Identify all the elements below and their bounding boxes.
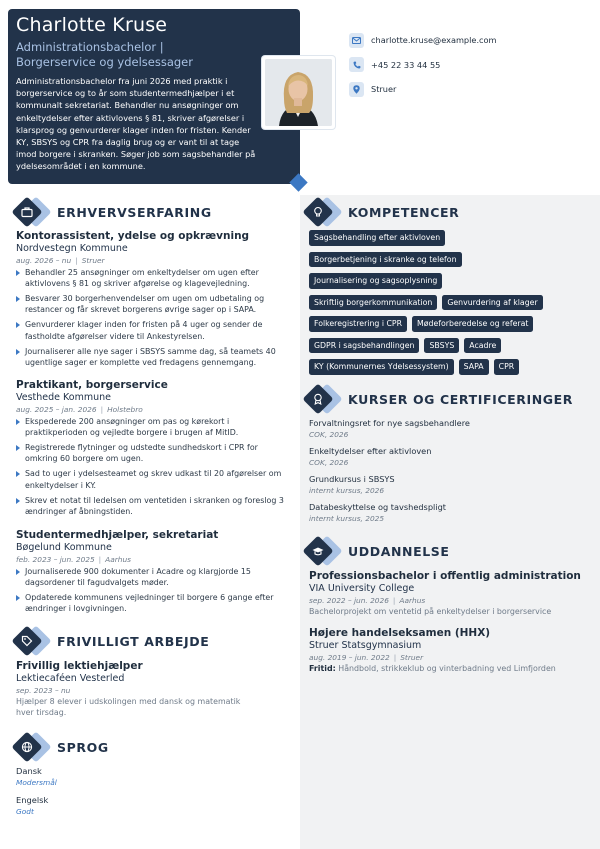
profile-photo (262, 56, 335, 129)
section-header-experience (14, 197, 212, 227)
candidate-title (16, 40, 292, 70)
job-bullet: Ekspederede 200 ansøgninger om pas og kørekort i praktikperioden og vejledte borgere i brugen af MitID. (16, 416, 290, 439)
education-dates: aug. 2019 – jun. 2022 (309, 653, 390, 662)
volunteer-organization: Lektiecaféen Vesterled (16, 673, 125, 684)
job-bullet: Genvurderer klager inden for fristen på 4 uger og sender de fastholdte afgørelser videre til Ankestyrelsen. (16, 319, 290, 342)
contact-email-row[interactable] (349, 32, 497, 48)
contact-block (349, 32, 497, 106)
section-title-courses: KURSER OG CERTIFICERINGER (348, 391, 574, 407)
education-leisure-label: Fritid: (309, 664, 336, 673)
contact-location: Struer (371, 84, 397, 94)
job-bullet: Journaliserer alle nye sager i SBSYS samme dag, så teamets 40 ugentlige sager er komplette ved fredagens gennemgang. (16, 346, 290, 369)
education-description (309, 663, 594, 674)
job-organization: Nordvestegn Kommune (16, 243, 128, 254)
section-header-courses (305, 384, 573, 414)
section-header-education (305, 536, 450, 566)
section-header-skills (305, 197, 459, 227)
job-organization: Vesthede Kommune (16, 392, 112, 403)
globe-icon (14, 732, 52, 762)
education-meta: sep. 2022 – jun. 2026 | Aarhus (309, 596, 426, 605)
skill-tag: Acadre (464, 338, 501, 354)
course-name: Grundkursus i SBSYS (309, 474, 395, 484)
header-card (8, 9, 300, 184)
contact-location-row (349, 81, 497, 97)
job-bullet: Skrev et notat til ledelsen om ventetiden i skranken og foreslog 3 ændringer af åbningstiden. (16, 495, 290, 518)
candidate-name: Charlotte Kruse (16, 14, 168, 36)
education-leisure-text: Håndbold, strikkeklub og vinterbadning ved Limfjorden (338, 664, 556, 673)
section-title-education: UDDANNELSE (348, 543, 450, 559)
section-title-volunteer: FRIVILLIGT ARBEJDE (57, 633, 210, 649)
skill-tag: Genvurdering af klager (442, 295, 542, 311)
contact-phone-row[interactable] (349, 57, 497, 73)
briefcase-icon (14, 197, 52, 227)
volunteer-entry (16, 660, 290, 719)
job-meta: aug. 2026 – nu | Struer (16, 256, 105, 265)
course-name: Enkeltydelser efter aktivloven (309, 446, 432, 456)
phone-icon (349, 57, 364, 72)
portrait-image (265, 59, 332, 126)
job-entry-2 (16, 379, 290, 521)
course-item (309, 446, 431, 468)
education-title: Professionsbachelor i offentlig administration (309, 570, 581, 582)
job-dates: aug. 2026 – nu (16, 256, 72, 265)
course-meta: internt kursus, 2025 (309, 514, 385, 523)
education-description: Bachelorprojekt om ventetid på enkeltydelser i borgerservice (309, 607, 552, 616)
job-bullets (16, 416, 290, 517)
tag-icon (14, 626, 52, 656)
section-title-experience: ERHVERVSERFARING (57, 204, 212, 220)
skill-tag: SBSYS (424, 338, 459, 354)
job-meta: feb. 2023 – jun. 2025 | Aarhus (16, 555, 132, 564)
job-place: Struer (81, 256, 105, 265)
job-dates: aug. 2025 – jan. 2026 (16, 405, 97, 414)
skill-tag: Borgerbetjening i skranke og telefon (309, 252, 462, 268)
skill-tag: Mødeforberedelse og referat (412, 316, 533, 332)
education-place: Struer (400, 653, 424, 662)
skill-tag: Sagsbehandling efter aktivloven (309, 230, 445, 246)
language-level: Godt (16, 807, 34, 816)
profile-summary: Administrationsbachelor fra juni 2026 med praktik i borgerservice og to år som studentermedhjælper i et kommunalt sekretariat. Behandler nu ansøgninger om enkeltydelser efter aktivlovens § 81, skriver afgørelser i klarsprog og genvurderer klager inden for fristen. Kender KY, SBSYS og CPR fra daglig brug og er vant til at tage imod borgere i skranken. Søger job som sagsbehandler på ydelsesområdet i en kommune. (16, 76, 256, 172)
volunteer-dates: sep. 2023 – nu (16, 686, 71, 695)
skill-tag: GDPR i sagsbehandlingen (309, 338, 419, 354)
education-institution: Struer Statsgymnasium (309, 640, 422, 651)
job-bullet: Sad to uger i ydelsesteamet og skrev udkast til 20 afgørelser om enkeltydelser i KY. (16, 468, 290, 491)
candidate-title-line-2: Borgerservice og ydelsessager (16, 55, 193, 69)
contact-email[interactable]: charlotte.kruse@example.com (371, 35, 497, 45)
graduation-cap-icon (305, 536, 343, 566)
course-meta: internt kursus, 2026 (309, 486, 385, 495)
section-title-skills: KOMPETENCER (348, 204, 460, 220)
course-item (309, 474, 395, 496)
job-title: Praktikant, borgerservice (16, 379, 168, 391)
mail-icon (349, 33, 364, 48)
volunteer-title: Frivillig lektiehjælper (16, 660, 143, 672)
skills-tag-list (309, 230, 549, 375)
course-item (309, 502, 446, 524)
job-meta: aug. 2025 – jan. 2026 | Holstebro (16, 405, 143, 414)
job-place: Aarhus (105, 555, 132, 564)
skill-tag: CPR (494, 359, 520, 375)
job-entry-1 (16, 230, 290, 372)
contact-phone[interactable]: +45 22 33 44 55 (371, 59, 441, 70)
language-name: Engelsk (16, 795, 49, 805)
job-title: Studentermedhjælper, sekretariat (16, 529, 219, 541)
job-bullets (16, 566, 290, 615)
job-bullet: Registrerede flytninger og udstedte sundhedskort i CPR for omkring 60 borgere om ugen. (16, 442, 290, 465)
job-bullet: Journaliserede 900 dokumenter i Acadre og klargjorde 15 dagsordener til fagudvalgets møder. (16, 566, 290, 589)
job-title: Kontorassistent, ydelse og opkrævning (16, 230, 250, 242)
education-meta: aug. 2019 – jun. 2022 | Struer (309, 653, 424, 662)
section-header-languages (14, 732, 109, 762)
job-bullets (16, 267, 290, 368)
education-entry-2 (309, 627, 594, 674)
education-entry-1 (309, 570, 594, 617)
course-meta: COK, 2026 (309, 430, 349, 439)
language-item (16, 766, 57, 788)
job-organization: Bøgelund Kommune (16, 542, 112, 553)
candidate-title-line-1: Administrationsbachelor | (16, 40, 164, 54)
language-level: Modersmål (16, 778, 57, 787)
skill-tag: SAPA (459, 359, 489, 375)
education-institution: VIA University College (309, 583, 415, 594)
language-item (16, 795, 48, 817)
job-bullet: Besvarer 30 borgerhenvendelser om ugen om udbetaling og restancer og får skrevet borgerens øvrige sager op i SAPA. (16, 293, 290, 316)
education-place: Aarhus (399, 596, 426, 605)
job-place: Holstebro (107, 405, 143, 414)
section-header-volunteer (14, 626, 209, 656)
course-name: Databeskyttelse og tavshedspligt (309, 502, 446, 512)
course-item (309, 418, 470, 440)
course-meta: COK, 2026 (309, 458, 349, 467)
skill-tag: Journalisering og sagsoplysning (309, 273, 442, 289)
education-dates: sep. 2022 – jun. 2026 (309, 596, 389, 605)
section-title-languages: SPROG (57, 739, 109, 755)
skill-tag: KY (Kommunernes Ydelsessystem) (309, 359, 454, 375)
education-title: Højere handelseksamen (HHX) (309, 627, 491, 639)
job-dates: feb. 2023 – jun. 2025 (16, 555, 95, 564)
job-bullet: Opdaterede kommunens vejledninger til borgere 6 gange efter ændringer i lovgivningen. (16, 592, 290, 615)
job-bullet: Behandler 25 ansøgninger om enkeltydelser om ugen efter aktivlovens § 81 og skriver afgørelse og klagevejledning. (16, 267, 290, 290)
course-name: Forvaltningsret for nye sagsbehandlere (309, 418, 470, 428)
job-entry-3 (16, 529, 290, 618)
volunteer-description: Hjælper 8 elever i udskolingen med dansk og matematik hver tirsdag. (16, 697, 241, 718)
skill-tag: Skriftlig borgerkommunikation (309, 295, 437, 311)
award-icon (305, 384, 343, 414)
skill-tag: Folkeregistrering i CPR (309, 316, 407, 332)
language-name: Dansk (16, 766, 42, 776)
lightbulb-icon (305, 197, 343, 227)
map-pin-icon (349, 82, 364, 97)
